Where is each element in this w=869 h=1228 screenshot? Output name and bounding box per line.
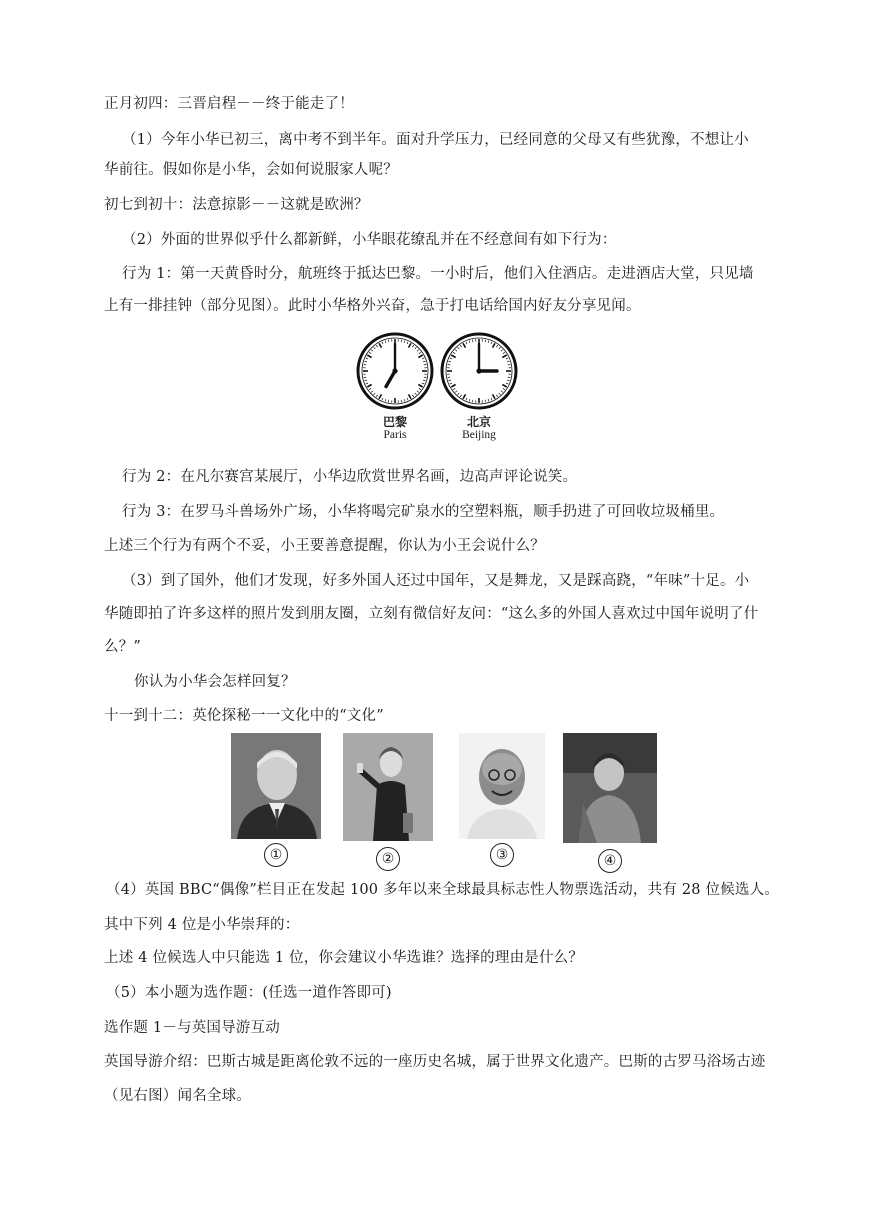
question-3-prompt: 你认为小华会怎样回复？ xyxy=(134,674,296,690)
beijing-clock xyxy=(440,332,518,441)
portrait-4-number: ④ xyxy=(598,849,622,873)
clock-center xyxy=(476,368,481,373)
question-1-text-cont: 华前往。假如你是小华，会如何说服家人呢？ xyxy=(104,162,398,178)
portrait-2-number: ② xyxy=(376,847,400,871)
section-heading-day7: 初七到初十：法意掠影－－这就是欧洲？ xyxy=(104,197,369,213)
guide-intro-text-cont: （见右图）闻名全球。 xyxy=(104,1088,251,1104)
behavior-question-text: 上述三个行为有两个不妥，小王要善意提醒，你认为小王会说什么？ xyxy=(104,538,545,554)
portrait-1-number: ① xyxy=(264,843,288,867)
portrait-2 xyxy=(343,733,433,867)
question-1-text: （1）今年小华已初三，离中考不到半年。面对升学压力，已经同意的父母又有些犹豫，不想让小 xyxy=(122,132,749,148)
beijing-clock-face xyxy=(440,332,518,410)
optional-question-1-heading: 选作题 1－与英国导游互动 xyxy=(104,1020,280,1036)
portrait-3-number: ③ xyxy=(490,843,514,867)
behavior-2-text: 行为 2：在凡尔赛宫某展厅，小华边欣赏世界名画，边高声评论说笑。 xyxy=(122,469,578,485)
paris-label-cn: 巴黎 xyxy=(382,415,407,429)
question-4-text-cont: 其中下列 4 位是小华崇拜的： xyxy=(104,917,300,933)
question-4-prompt: 上述 4 位候选人中只能选 1 位，你会建议小华选谁？选择的理由是什么？ xyxy=(104,950,584,966)
beijing-label-cn: 北京 xyxy=(466,415,491,429)
portrait-4-photo xyxy=(563,733,657,843)
question-5-text: （5）本小题为选作题：(任选一道作答即可) xyxy=(106,985,392,1001)
question-3-text-cont: 华随即拍了许多这样的照片发到朋友圈，立刻有微信好友问：“这么多的外国人喜欢过中国年说明了什 xyxy=(104,606,759,622)
question-4-text: （4）英国 BBC“偶像”栏目正在发起 100 多年以来全球最具标志性人物票选活动，共有 28 位候选人。 xyxy=(106,882,779,898)
paris-clock-face xyxy=(356,332,434,410)
portrait-1-photo xyxy=(231,733,321,839)
clock-center xyxy=(392,368,397,373)
paris-clock xyxy=(356,332,434,441)
portrait-1 xyxy=(231,733,321,863)
clocks-figure xyxy=(356,332,518,450)
section-heading-day11: 十一到十二：英伦探秘一一文化中的“文化” xyxy=(104,708,384,724)
behavior-1-text-cont: 上有一排挂钟（部分见图）。此时小华格外兴奋，急于打电话给国内好友分享见闻。 xyxy=(104,298,641,314)
question-2-text: （2）外面的世界似乎什么都新鲜，小华眼花缭乱并在不经意间有如下行为： xyxy=(122,232,617,248)
guide-intro-text: 英国导游介绍：巴斯古城是距离伦敦不远的一座历史名城，属于世界文化遗产。巴斯的古罗马浴场古迹 xyxy=(104,1054,766,1070)
behavior-3-text: 行为 3：在罗马斗兽场外广场，小华将喝完矿泉水的空塑料瓶，顺手扔进了可回收垃圾桶里。 xyxy=(122,504,725,520)
behavior-1-text: 行为 1：第一天黄昏时分，航班终于抵达巴黎。一小时后，他们入住酒店。走进酒店大堂，只见墙 xyxy=(122,266,754,282)
question-3-text-end: 么？” xyxy=(104,639,142,655)
portrait-2-photo xyxy=(343,733,433,841)
beijing-label-en: Beijing xyxy=(462,429,496,441)
portrait-3-photo xyxy=(459,733,545,839)
portrait-4 xyxy=(563,733,657,869)
portrait-3 xyxy=(459,733,545,863)
question-3-text: （3）到了国外，他们才发现，好多外国人还过中国年，又是舞龙，又是踩高跷，“年味”十足。小 xyxy=(122,573,750,589)
paris-label-en: Paris xyxy=(383,429,407,441)
section-heading-day4: 正月初四：三晋启程－－终于能走了！ xyxy=(104,96,354,112)
